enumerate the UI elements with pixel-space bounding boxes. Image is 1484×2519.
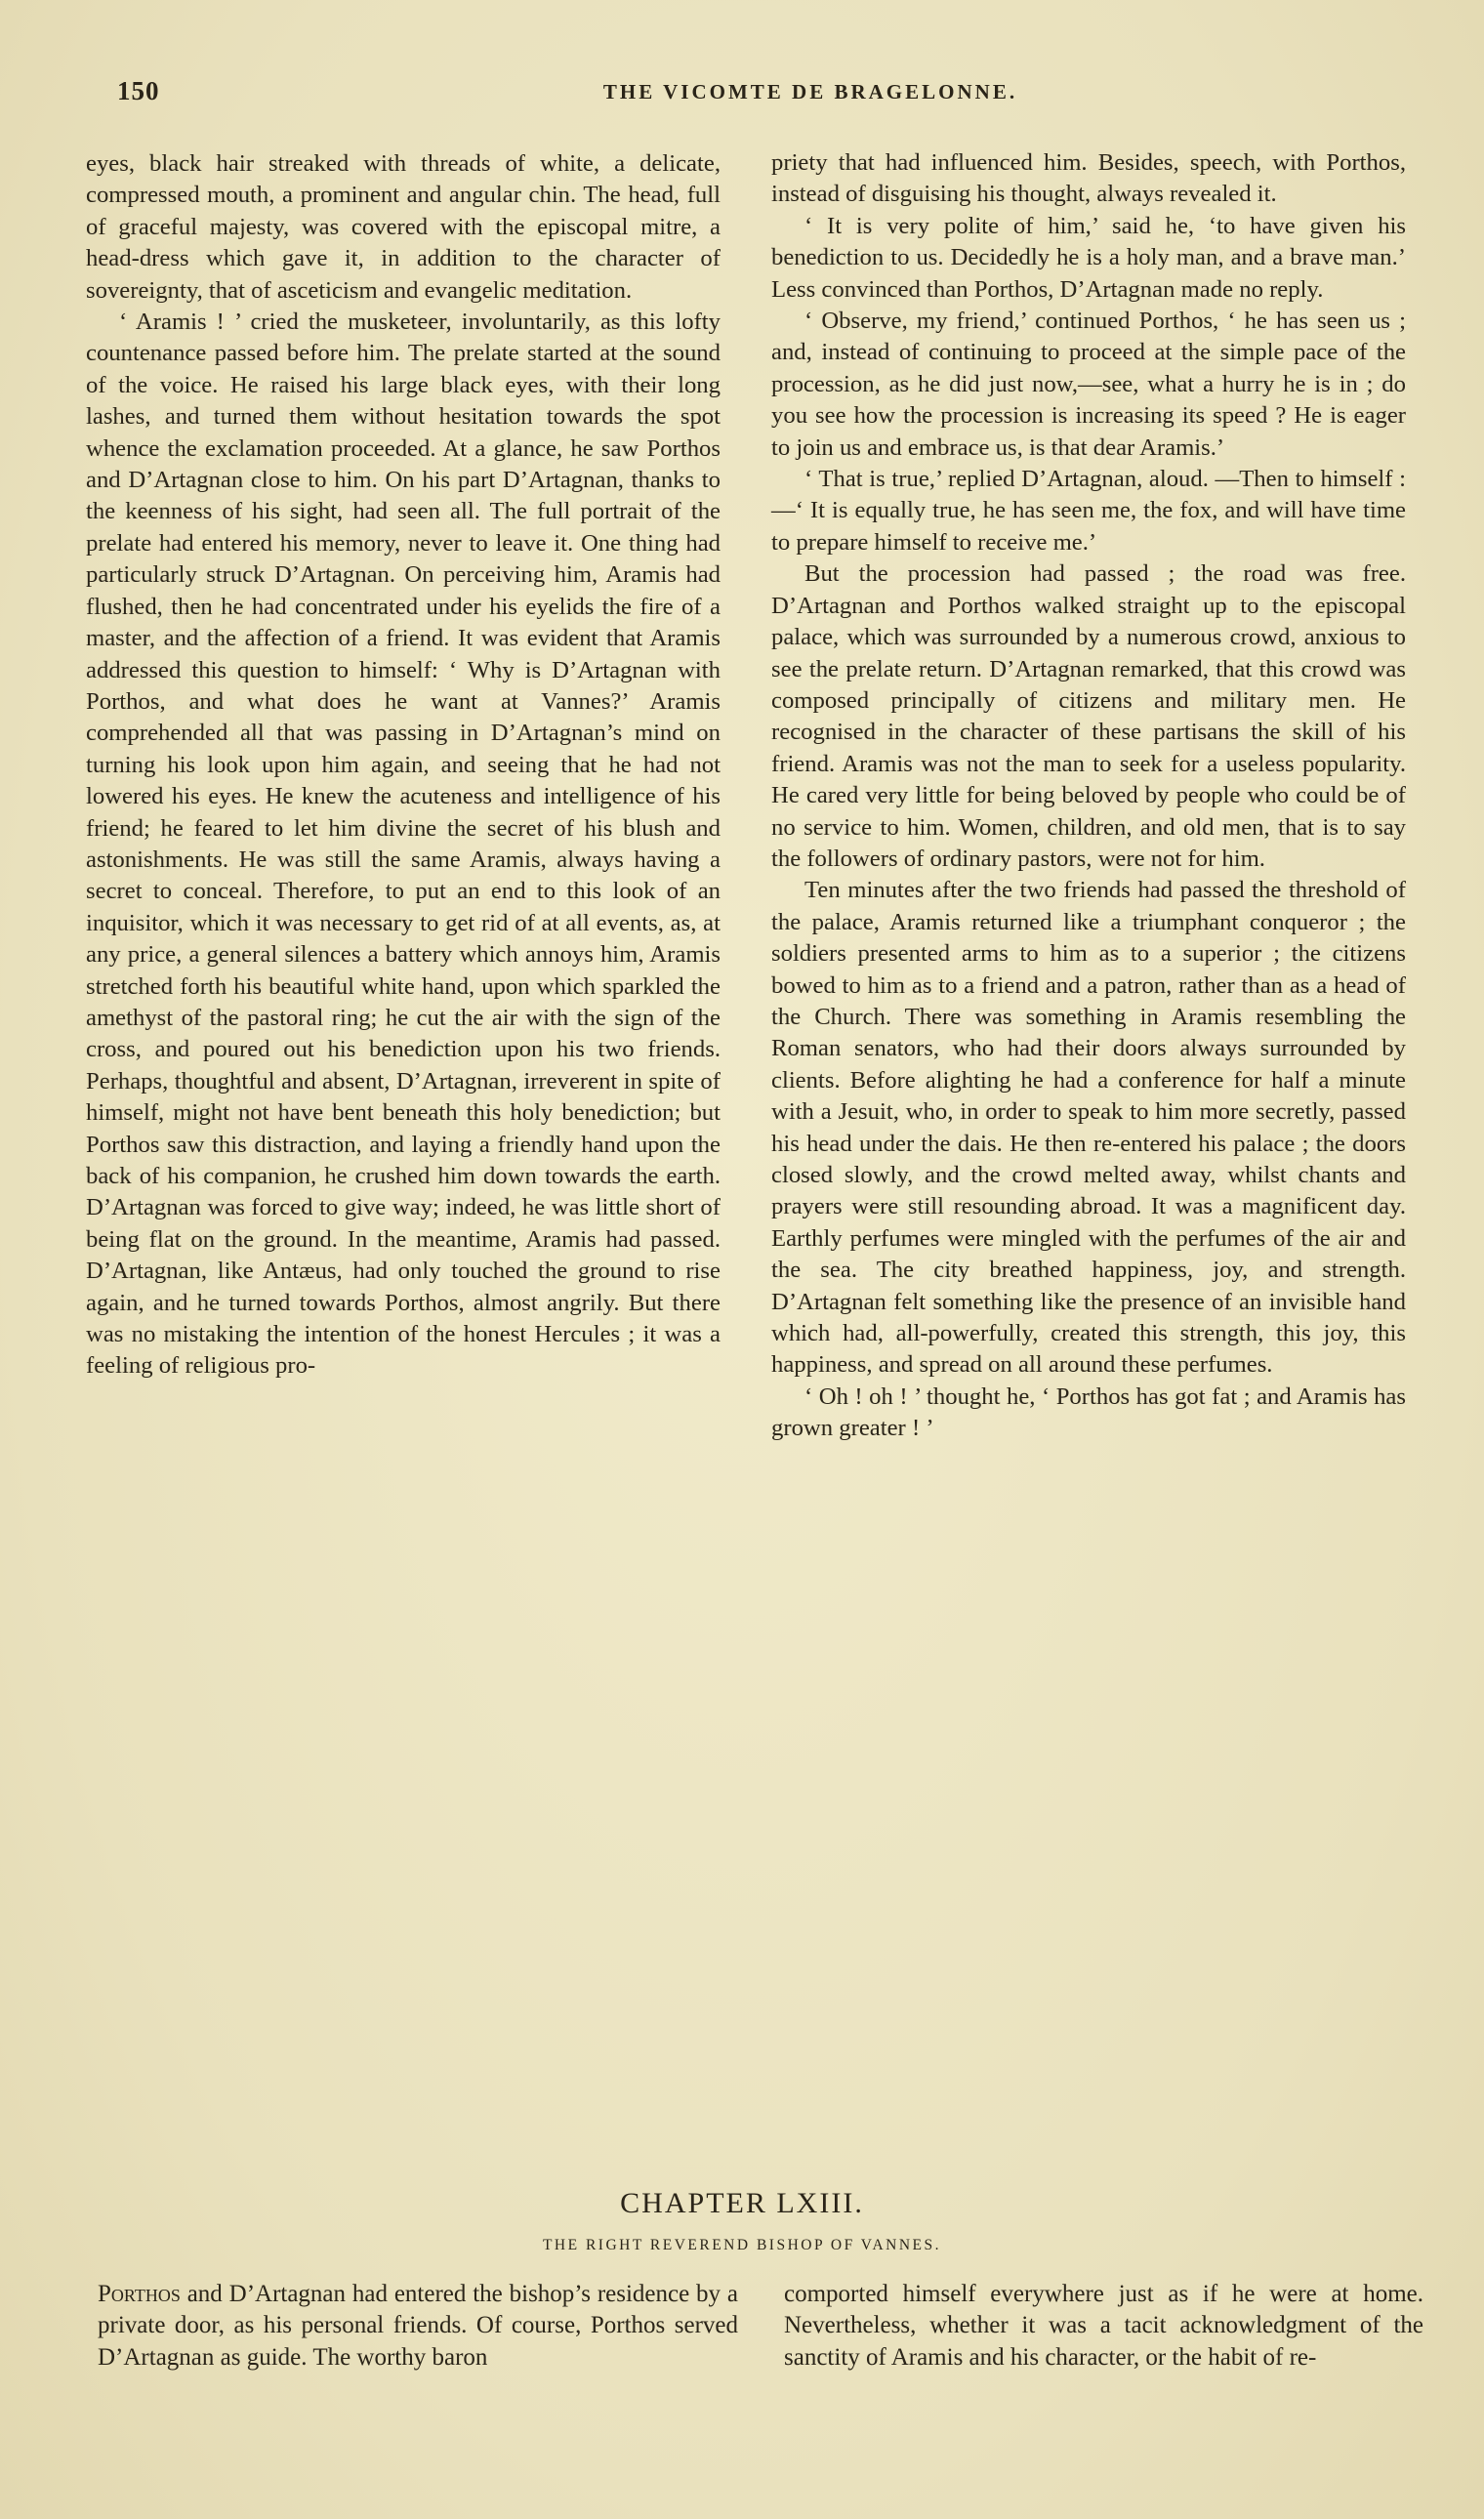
chapter-opening-left — [98, 2279, 738, 2374]
paragraph-text: and D’Artagnan had entered the bishop’s residence by a private door, as his personal friends. Of course, Porthos served D’Artagnan as guide. The worthy baron — [98, 2281, 738, 2371]
paragraph: But the procession had passed ; the road was free. D’Artagnan and Porthos walked straight up to the episcopal palace, which was surrounded by a numerous crowd, anxious to see the prelate return. D’Artagnan remarked, that this crowd was composed principally of citizens and military men. He recognised in the character of these partisans the skill of his friend. Aramis was not the man to seek for a useless popularity. He cared very little for being beloved by people who could be of no service to him. Women, children, and old men, that is to say the followers of ordinary pastors, were not for him. — [771, 560, 1406, 872]
paragraph — [98, 2279, 738, 2374]
chapter-opening-right — [784, 2279, 1423, 2374]
paragraph: priety that had influenced him. Besides, speech, with Porthos, instead of disguising his thought, always revealed it. — [771, 149, 1406, 208]
chapter-subtitle: THE RIGHT REVEREND BISHOP OF VANNES. — [542, 2237, 942, 2253]
paragraph: comported himself everywhere just as if he were at home. Nevertheless, whether it was a tacit acknowledgment of the sanctity of Aramis and his character, or the habit of re- — [784, 2281, 1423, 2371]
chapter-first-word: Porthos — [98, 2281, 181, 2307]
chapter-title: CHAPTER LXIII. — [620, 2187, 864, 2219]
paragraph: ‘ Aramis ! ’ cried the musketeer, involuntarily, as this lofty countenance passed before him. The prelate started at the sound of the voice. He raised his large black eyes, with their long lashes, and turned them without hesitation towards the spot whence the exclamation proceeded. At a glance, he saw Porthos and D’Artagnan close to him. On his part D’Artagnan, thanks to the keenness of his sight, had seen all. The full portrait of the prelate had entered his memory, never to leave it. One thing had particularly struck D’Artagnan. On perceiving him, Aramis had flushed, then he had concentrated under his eyelids the fire of a master, and the affection of a friend. It was evident that Aramis addressed this question to himself: ‘ Why is D’Artagnan with Porthos, and what does he want at Vannes?’ Aramis comprehended all that was passing in D’Artagnan’s mind on turning his look upon him again, and seeing that he had not lowered his eyes. He knew the acuteness and intelligence of his friend; he feared to let him divine the secret of his blush and astonishments. He was still the same Aramis, always having a secret to conceal. Therefore, to put an end to this look of an inquisitor, which it was necessary to get rid of at all events, as, at any price, a general silences a battery which annoys him, Aramis stretched forth his beautiful white hand, upon which sparkled the amethyst of the pastoral ring; he cut the air with the sign of the cross, and poured out his benediction upon his two friends. Perhaps, thoughtful and absent, D’Artagnan, irreverent in spite of himself, might not have bent beneath this holy benediction; but Porthos saw this distraction, and laying a friendly hand upon the back of his companion, he crushed him down towards the earth. D’Artagnan was forced to give way; indeed, he was little short of being flat on the ground. In the meantime, Aramis had passed. D’Artagnan, like Antæus, had only touched the ground to rise again, and he turned towards Porthos, almost angrily. But there was no mistaking the intention of the honest Hercules ; it was a feeling of religious pro- — [86, 309, 721, 1380]
right-column — [771, 147, 1406, 1445]
left-column — [86, 148, 721, 1383]
paragraph: eyes, black hair streaked with threads of white, a delicate, compressed mouth, a prominent and angular chin. The head, full of graceful majesty, was covered with the episcopal mitre, a head-dress which gave it, in addition to the character of sovereignty, that of asceticism and evangelic meditation. — [86, 150, 721, 304]
paragraph: ‘ It is very polite of him,’ said he, ‘to have given his benediction to us. Decidedly he is a holy man, and a brave man.’ Less convinced than Porthos, D’Artagnan made no reply. — [771, 212, 1406, 303]
page-number: 150 — [117, 76, 160, 105]
paragraph: ‘ That is true,’ replied D’Artagnan, aloud. —Then to himself :—‘ It is equally true, he has seen me, the fox, and will have time to prepare himself to receive me.’ — [771, 466, 1406, 556]
paragraph: ‘ Oh ! oh ! ’ thought he, ‘ Porthos has got fat ; and Aramis has grown greater ! ’ — [771, 1383, 1406, 1442]
paragraph: ‘ Observe, my friend,’ continued Porthos, ‘ he has seen us ; and, instead of continuing to proceed at the simple pace of the procession, as he did just now,—see, what a hurry he is in ; do you see how the procession is increasing its speed ? He is eager to join us and embrace us, is that dear Aramis.’ — [771, 308, 1406, 461]
running-title: THE VICOMTE DE BRAGELONNE. — [602, 80, 1018, 103]
paragraph: Ten minutes after the two friends had passed the threshold of the palace, Aramis returned like a triumphant conqueror ; the soldiers presented arms to him as to a superior ; the citizens bowed to him as to a friend and a patron, rather than as a head of the Church. There was something in Aramis resembling the Roman senators, who had their doors always surrounded by clients. Before alighting he had a conference for half a minute with a Jesuit, who, in order to speak to him more secretly, passed his head under the dais. He then re-entered his palace ; the doors closed slowly, and the crowd melted away, whilst chants and prayers were still resounding abroad. It was a magnificent day. Earthly perfumes were mingled with the perfumes of the air and the sea. The city breathed happiness, joy, and strength. D’Artagnan felt something like the presence of an invisible hand which had, all-powerfully, created this strength, this joy, this happiness, and spread on all around these perfumes. — [771, 877, 1406, 1379]
page-header — [117, 76, 1416, 115]
